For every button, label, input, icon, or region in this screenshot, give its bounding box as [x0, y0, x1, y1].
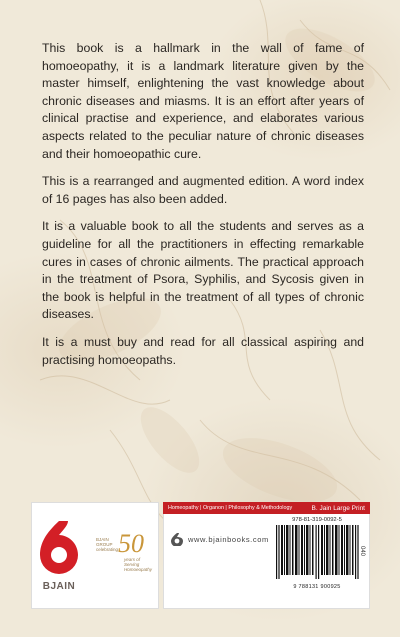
back-cover-footer — [31, 502, 370, 609]
category-bar — [163, 502, 370, 514]
website — [170, 532, 269, 546]
edition-text: B. Jain Large Print — [311, 504, 365, 512]
isbn-bottom: 9 788131 900925 — [293, 584, 341, 590]
price-code: 040 — [359, 546, 365, 557]
blurb-paragraph-3: It is a valuable book to all the students and serves as a guideline for all the practitioners in effecting remarkable cures in cases of chronic ailments. The practical approach in the treatment of Psora, Syphilis, and Sycosis given in the book is helpful in the treatment of all types of chronic diseases. — [42, 219, 364, 322]
info-panel — [163, 502, 370, 609]
isbn-top: 978-81-319-0092-5 — [292, 517, 342, 523]
blurb-paragraph-1: This book is a hallmark in the wall of fame of homoeopathy, it is a landmark literature given by the master himself, enlightening the vast knowledge about chronic diseases and miasms. It is an effort after years of clinical practise and experience, and elaborates various aspects related to the peculiar nature of chronic diseases and their homoeopathic cure. — [42, 41, 364, 161]
anniversary-number: 50 — [118, 529, 144, 558]
barcode — [272, 517, 362, 590]
blurb-paragraph-4: It is a must buy and read for all classical aspiring and practising homoeopaths. — [42, 334, 364, 367]
barcode-icon — [272, 523, 362, 579]
bjain-logo-text: BJAIN — [42, 581, 76, 592]
publisher-small-logo-icon — [170, 532, 184, 546]
blurb-text — [42, 40, 364, 379]
website-url: www.bjainbooks.com — [188, 534, 269, 544]
group-text: BJAIN GROUP celebrating — [96, 537, 119, 552]
blurb-paragraph-2: This is a rearranged and augmented edition. A word index of 16 pages has also been added. — [42, 174, 364, 206]
publisher-logo-panel — [31, 502, 159, 609]
bjain-logo-icon — [38, 519, 80, 577]
barcode-area — [163, 514, 370, 609]
category-text: Homeopathy | Organon | Philosophy & Methodology — [168, 505, 293, 511]
anniversary-text: years of Serving Homoeopathy — [124, 557, 153, 572]
